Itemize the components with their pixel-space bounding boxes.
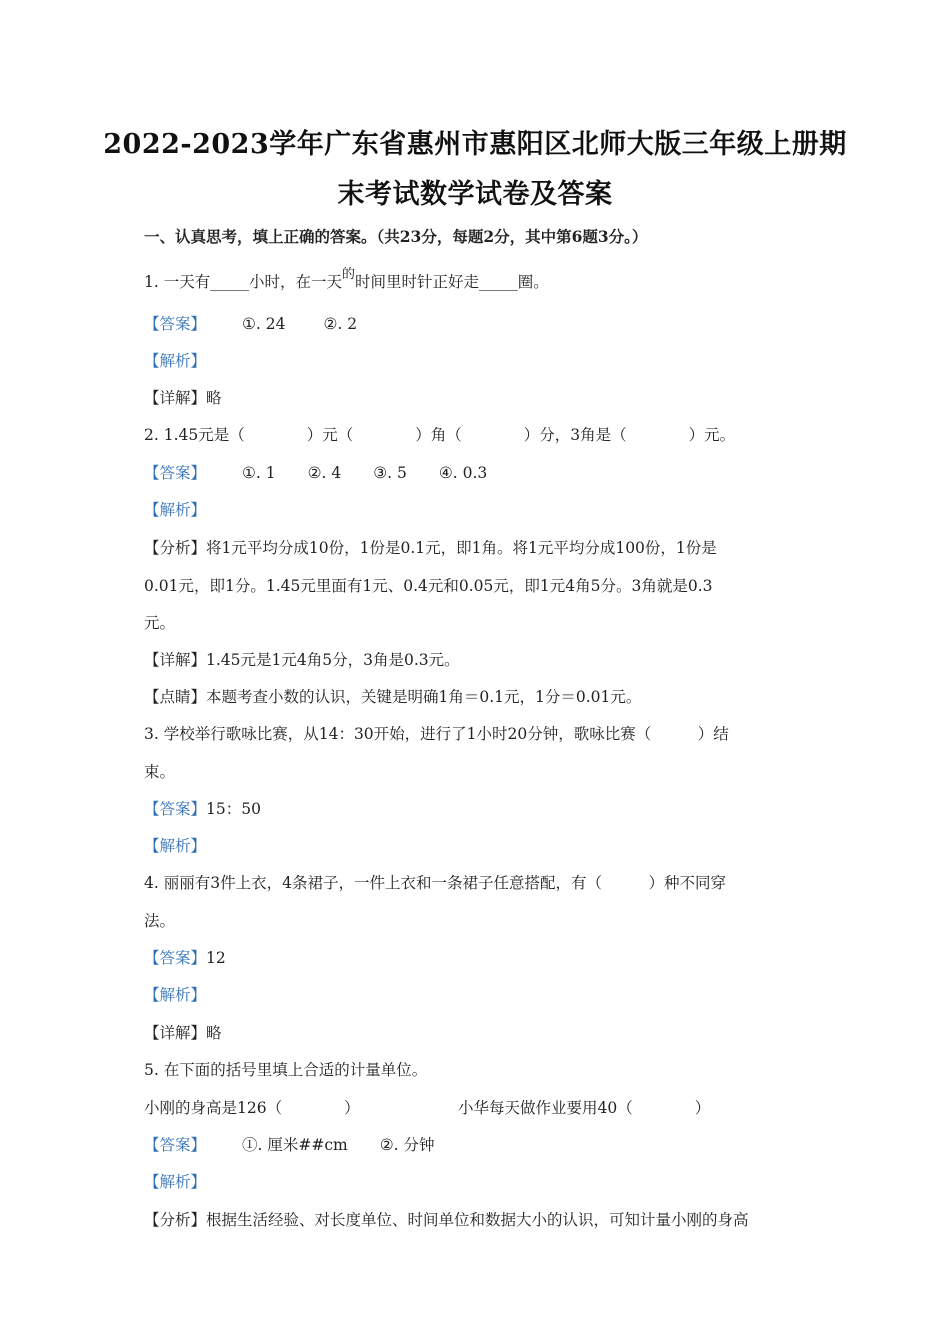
question-5: 5. 在下面的括号里填上合适的计量单位。 (144, 1061, 428, 1079)
question-5-right: 小华每天做作业要用40（ ） (458, 1099, 711, 1117)
answer-label: 【答案】 (144, 315, 207, 333)
detail-row-4: 【详解】略 (144, 1024, 222, 1042)
answer-value: ①. 厘米##cm (242, 1136, 348, 1154)
answer-row-3 (144, 797, 261, 819)
section-heading: 一、认真思考，填上正确的答案。（共23分，每题2分，其中第6题3分。） (144, 227, 648, 246)
answer-value: ①. 1 (242, 464, 276, 482)
analysis-label: 【解析】 (144, 837, 207, 855)
detail-row-1: 【详解】略 (144, 389, 222, 407)
fenxi-row-2-end: 元。 (144, 614, 176, 632)
question-4: 4. 丽丽有3件上衣，4条裙子，一件上衣和一条裙子任意搭配，有（ ）种不同穿 (144, 874, 726, 892)
answer-value: ②. 4 (307, 464, 342, 482)
question-4-cont: 法。 (144, 912, 176, 930)
answer-row-5 (144, 1133, 434, 1155)
answer-label: 【答案】 (144, 949, 207, 967)
answer-value: ④. 0.3 (438, 464, 488, 482)
answer-value: ③. 5 (373, 464, 407, 482)
document-title-line-1: 2022-2023学年广东省惠州市惠阳区北师大版三年级上册期 (103, 129, 847, 160)
fenxi-row-5: 【分析】根据生活经验、对长度单位、时间单位和数据大小的认识，可知计量小刚的身高 (144, 1211, 749, 1229)
question-3: 3. 学校举行歌咏比赛，从14：30开始，进行了1小时20分钟，歌咏比赛（ ）结 (144, 725, 729, 743)
fenxi-row-2-cont: 0.01元，即1分。1.45元里面有1元、0.4元和0.05元，即1元4角5分。3角就是0.3 (144, 577, 713, 595)
answer-label: 【答案】 (144, 464, 207, 482)
analysis-label: 【解析】 (144, 352, 207, 370)
question-5-left: 小刚的身高是126（ ） (144, 1099, 360, 1117)
analysis-label: 【解析】 (144, 986, 207, 1004)
answer-row-4 (144, 946, 226, 968)
answer-value: 12 (206, 949, 226, 967)
dianjing-row-2: 【点睛】本题考查小数的认识，关键是明确1角＝0.1元，1分＝0.01元。 (144, 688, 642, 706)
question-3-cont: 束。 (144, 763, 176, 781)
question-1: 1. 一天有_____小时，在一天$^的$时间里时针正好走_____圈。 (144, 267, 549, 291)
answer-value: ②. 2 (323, 315, 358, 333)
answer-value: ②. 分钟 (379, 1136, 435, 1154)
detail-row-2: 【详解】1.45元是1元4角5分，3角是0.3元。 (144, 651, 460, 669)
analysis-label: 【解析】 (144, 501, 207, 519)
analysis-label: 【解析】 (144, 1173, 207, 1191)
answer-row-2 (144, 461, 487, 483)
fenxi-row-2: 【分析】将1元平均分成10份，1份是0.1元，即1角。将1元平均分成100份，1份是 (144, 539, 717, 557)
document-title-line-2: 末考试数学试卷及答案 (337, 179, 613, 210)
question-2: 2. 1.45元是（ ）元（ ）角（ ）分，3角是（ ）元。 (144, 426, 736, 444)
answer-value: ①. 24 (242, 315, 286, 333)
answer-row-1 (144, 312, 357, 334)
answer-label: 【答案】 (144, 800, 207, 818)
answer-value: 15：50 (206, 800, 261, 818)
answer-label: 【答案】 (144, 1136, 207, 1154)
